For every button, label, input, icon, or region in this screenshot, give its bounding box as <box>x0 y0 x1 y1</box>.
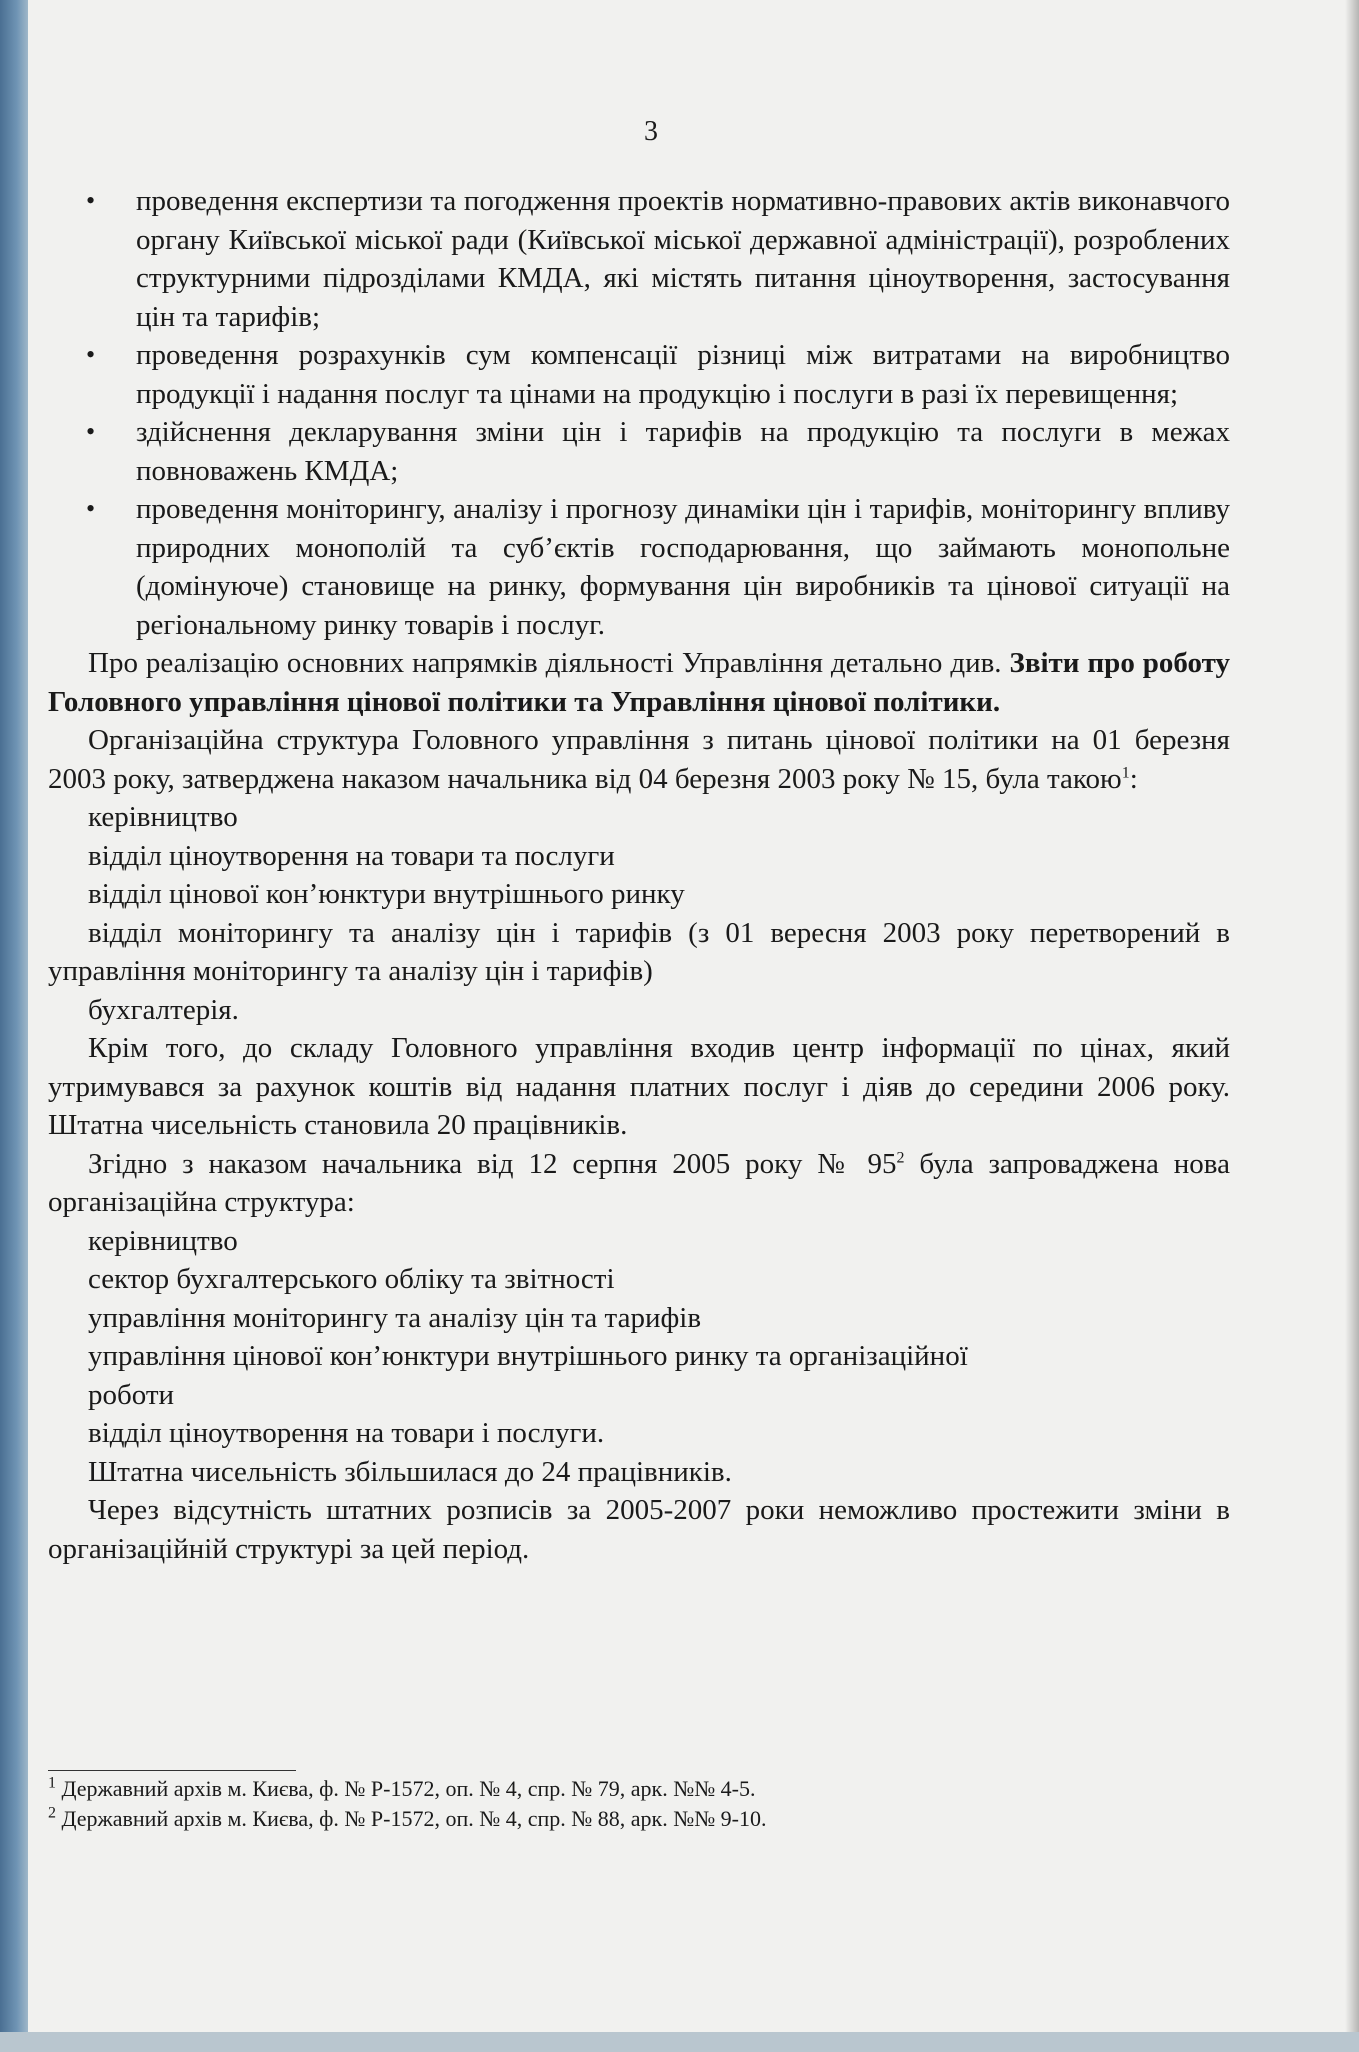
footnotes <box>48 1774 767 1834</box>
paragraph-no-records: Через відсутність штатних розписів за 2005-2007 роки неможливо простежити зміни в організаційній структурі за цей період. <box>48 1494 1230 1565</box>
structure-item: відділ ціноутворення на товари та послуги <box>88 839 615 872</box>
bottom-edge <box>0 2032 1359 2052</box>
binder-edge <box>0 0 28 2052</box>
structure-item: відділ цінової кон’юнктури внутрішнього ринку <box>88 878 685 910</box>
bullet-item: • здійснення декларування зміни цін і тарифів на продукцію та послуги в межах повноважень КМДА; <box>48 413 1230 490</box>
bullet-icon: • <box>86 494 96 523</box>
body-text <box>48 182 1230 1568</box>
footnote-ref-2: 2 <box>896 1148 905 1166</box>
document-page <box>28 0 1359 2032</box>
paragraph-structure-2005: Згідно з наказом начальника від 12 серпня 2005 року № $95^2$ була запроваджена нова організаційна структура: <box>48 1147 1230 1218</box>
paragraph-info-center: Крім того, до складу Головного управління входив центр інформації по цінах, який утримувався за рахунок коштів від надання платних послуг і діяв до середини 2006 року. Штатна чисельність становила 20 працівників. <box>48 1032 1230 1141</box>
page-number: 3 <box>644 116 658 147</box>
page-shadow <box>1345 0 1359 2032</box>
footnote: $^2$ Державний архів м. Києва, ф. № Р-1572, оп. № 4, спр. № 88, арк. №№ 9-10. <box>48 1804 767 1831</box>
footnote-ref-1: 1 <box>1121 763 1130 781</box>
structure-item: управління моніторингу та аналізу цін та тарифів <box>88 1301 702 1334</box>
structure-item: керівництво <box>88 1224 238 1257</box>
bullet-icon: • <box>86 186 96 215</box>
structure-item: відділ ціноутворення на товари і послуги. <box>88 1417 605 1449</box>
footnote-divider <box>48 1770 296 1771</box>
bullet-list <box>48 182 1230 644</box>
bullet-item: • проведення моніторингу, аналізу і прогнозу динаміки цін і тарифів, моніторингу впливу природних монополій та суб’єктів господарювання, що займають монопольне (домінуюче) становище на ринку, формування цін виробників та цінової ситуації на регіональному ринку товарів і послуг. <box>48 490 1230 644</box>
footnote: $^1$ Державний архів м. Києва, ф. № Р-1572, оп. № 4, спр. № 79, арк. №№ 4-5. <box>48 1774 756 1801</box>
structure-item: управління цінової кон’юнктури внутрішнього ринку та організаційної <box>88 1340 968 1372</box>
structure-item: відділ моніторингу та аналізу цін і тарифів (з 01 вересня 2003 року перетворений в управління моніторингу та аналізу цін і тарифів) <box>48 916 1230 987</box>
paragraph-structure-2003: Організаційна структура Головного управління з питань цінової політики на 01 березня 2003 року, затверджена наказом начальника від 04 березня 2003 року № 15, була такою$^1$: <box>48 724 1230 795</box>
bullet-icon: • <box>86 340 96 369</box>
bullet-item: • проведення експертизи та погодження проектів нормативно-правових актів виконавчого органу Київської міської ради (Київської міської державної адміністрації), розроблених структурними підрозділами КМДА, які містять питання ціноутворення, застосування цін та тарифів; <box>48 182 1230 336</box>
structure-item: сектор бухгалтерського обліку та звітності <box>88 1263 615 1295</box>
bullet-item: • проведення розрахунків сум компенсації різниці між витратами на виробництво продукції і надання послуг та цінами на продукцію і послуги в разі їх перевищення; <box>48 336 1230 413</box>
bullet-icon: • <box>86 417 96 446</box>
structure-item: роботи <box>88 1378 175 1411</box>
paragraph-reports: Про реалізацію основних напрямків діяльності Управління детально див. Звіти про роботу Головного управління цінової політики та Управління цінової політики. <box>48 647 1231 718</box>
structure-item: бухгалтерія. <box>88 993 239 1026</box>
structure-item: керівництво <box>88 801 238 833</box>
paragraph-staff: Штатна чисельність збільшилася до 24 працівників. <box>88 1455 732 1488</box>
reports-title: Звіти про роботу Головного управління цінової політики та Управління цінової політики. <box>48 647 1231 718</box>
